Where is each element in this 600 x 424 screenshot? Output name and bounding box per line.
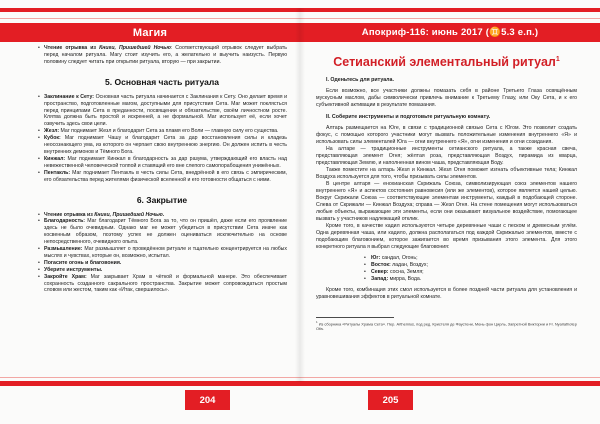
list-item xyxy=(37,274,287,295)
list-item xyxy=(37,94,287,129)
list-item xyxy=(37,260,287,267)
list-item xyxy=(37,218,287,246)
top-red-bar xyxy=(0,8,600,12)
bottom-red-bar xyxy=(0,381,600,386)
bullet-text: Маг поднимает Кинжал в благодарность за дар разума, утверждающий его власть над невежественной человеческой толпой и ставящий его вне слепого самопорабощения унижённых. xyxy=(44,155,287,169)
incense-text: сосна, Земля; xyxy=(388,269,424,275)
footnote-marker: 1 xyxy=(555,55,560,63)
list-item xyxy=(37,170,287,184)
list-item xyxy=(37,212,287,219)
bullet-label: Уберите инструменты. xyxy=(44,266,103,273)
bullet-text: Маг благодарит Тёмного Бога за то, что он пришёл, даже если его проявление здесь не было очевидным. Однако маг не может убедиться в присутствии Сета иначе как косвенным образом, поэтому успех не должен оцениваться исключительно на основе непосредственного, очевидного опыта. xyxy=(44,218,287,246)
list-item xyxy=(364,255,577,262)
list-item xyxy=(37,45,287,66)
bullet-label: Чтение отрывка из xyxy=(44,45,100,51)
page-left xyxy=(0,42,300,377)
paragraph: Если возможно, все участники должны помазать себя в районе Третьего Глаза освящённым мускусным маслом, дабы символически привлечь внимание к Третьему Глазу, или Оку Сета, и к его субъективной активации в результате помазания. xyxy=(316,88,577,108)
bullet-label: Благодарность: xyxy=(44,218,86,225)
bullet-label: Погасите огонь и благовония. xyxy=(44,259,122,266)
bullet-label: Кубок: xyxy=(44,135,61,142)
list-item xyxy=(364,276,577,283)
list-item xyxy=(37,267,287,274)
left-header-title: Магия xyxy=(132,26,168,39)
bullet-label: Жезл: xyxy=(44,128,60,135)
step-heading-2: II. Соберите инструменты и подготовьте ритуальную комнату. xyxy=(326,114,491,120)
footnote-divider xyxy=(316,317,394,318)
bullet-text: . xyxy=(162,211,165,218)
article-title xyxy=(316,55,577,69)
direction-label: Восток: xyxy=(371,262,391,268)
bullet-text: Маг поднимает Пентакль в честь силы Сета, внедрённой в его связь с эмпирическим, его обязательства перед жителями физической вселенной и его готовности общаться с ними. xyxy=(44,169,287,183)
bullet-text: Маг размышляет о проведённом ритуале и тщательно концентрируется на любых мыслях и чувствах, которые он, возможно, испытал. xyxy=(44,246,287,259)
right-header-title: Апокриф-116: июнь 2017 (♊5.3 е.п.) xyxy=(361,27,539,38)
list-item xyxy=(37,246,287,260)
paragraph: Алтарь размещается на Юге, в связи с традиционной связью Сета с Югом. Это позволит создать фокус, с помощью которого участники могут вызвать положительные изменения внутреннего «Я» и использовать силы элементалей Юга — огни внутреннего «Я», огни изменения и огни созидания. xyxy=(316,125,577,145)
bullet-text: Маг поднимает Жезл и благодарит Сета за пламя его Воли — главную силу его существа. xyxy=(59,128,279,135)
bullet-book-title: Книги, Пришедшей Ночью xyxy=(94,211,163,218)
bullet-text: Маг закрывает Храм в чёткой и формальной манере. Это обеспечивает сохранность созданного сакрального пространства. Закрытие может сопровождаться простым словом или жестом, таким как «Итак, свершилось». xyxy=(44,273,287,294)
paragraph: Также поместите на алтарь Жезл и Кинжал. Жезл Огня поможет изгнать объективные тела; Кинжал Воздуха используется для того, чтобы призывать силы элементов. xyxy=(316,167,577,180)
bullet-text: Маг поднимает Чашу и благодарит Сета за дар восстановления силы и кладезь неосознающего ума, из которого он черпает свою внутреннюю энергию. Он должен испить в честь внутренних демонов и Тёмного Бога. xyxy=(44,135,287,155)
direction-label: Север: xyxy=(371,269,389,275)
list-item xyxy=(364,262,577,269)
bullet-label: Пентакль: xyxy=(44,169,71,176)
list-item xyxy=(37,135,287,156)
incense-text: сандал, Огонь; xyxy=(380,255,418,261)
bullet-label: Кинжал: xyxy=(44,155,66,162)
footnote xyxy=(316,320,578,332)
bullet-label: Закройте Храм: xyxy=(44,273,87,280)
bottom-hairline xyxy=(0,377,600,378)
footnote-number: 1 xyxy=(316,320,318,324)
page-number-left: 204 xyxy=(185,390,230,410)
main-part-list xyxy=(37,94,287,184)
right-page-header xyxy=(300,23,600,42)
incense-text: мирра, Вода. xyxy=(388,276,422,282)
header-banner xyxy=(0,23,600,42)
paragraph: Кроме того, в качестве кадил используются четыре деревянные чаши с песком и древесным углём. Одна деревянная чаша, или кадило, должна располагаться под каждой Скрижалью элементов, вместе с подобающим благовонием, которое зажигается во время призывания этого элемента. Для этого конкретного ритуала я выбрал следующие благовония: xyxy=(316,223,577,250)
paragraph: На алтаре — традиционные инструменты сетианского ритуала, а также красная свеча, представляющая элемент Огня; жёлтая роза, представляющая Воздух, пирамида из кварца, представляющая Землю, и наполненная вином чаша, представляющая Воду. xyxy=(316,146,577,166)
bullet-book-title: Книги, Пришедшей Ночью xyxy=(99,45,171,51)
paragraph: Кроме того, комбинация этих смол используется в более поздней части ритуала для установления и уравновешивания эффектов в ритуальной комнате. xyxy=(316,287,577,300)
bullet-text: Основная часть ритуала начинается с Заклинания к Сету. Оно делает время и пространство, подготовленные магом, доступными для присутствия Сета. Маг может поклясться перед принципами Сета в преданности, посвящении и обязательстве, своём личностном росте. Клятва должна быть простой и искренней, а не формальной. Маг использует её, если хочет озвучить здесь свои цели. xyxy=(44,93,288,128)
pages-container xyxy=(0,42,600,377)
bullet-label: Заклинание к Сету: xyxy=(44,93,95,100)
bullet-label: Размышление: xyxy=(44,246,83,253)
direction-label: Запад: xyxy=(371,276,389,282)
closing-list xyxy=(37,212,287,295)
direction-label: Юг: xyxy=(371,255,381,261)
page-number-right: 205 xyxy=(368,390,413,410)
step-heading-1: I. Оденьтесь для ритуала. xyxy=(326,77,394,83)
page-right xyxy=(300,42,600,377)
list-item xyxy=(37,156,287,170)
bullet-label: Чтение отрывка из xyxy=(44,211,95,218)
left-page-header xyxy=(0,23,300,42)
ritual-prep-list xyxy=(37,45,287,66)
incense-list xyxy=(316,255,577,283)
list-item xyxy=(364,269,577,276)
bullet-text: : Соответствующий отрывок следует выбрать перед началом ритуала. Магу стоит изучить его, а желательно и выучить наизусть. Первую половину следует читать при открытии ритуала, вторую — при закрытии. xyxy=(44,45,287,65)
article-title-text: Сетианский элементальный ритуал xyxy=(333,55,556,69)
paragraph: В центре алтаря — енохианская Скрижаль Союза, символизирующая союз элементов нашего внутреннего «Я» и аспектов состояния равновесия (или же элементов), которое является нашей целью. Вокруг Скрижали Союза — соответствующие элементам инструменты, каждый в подобающей стороне. Слева от Скрижали — Кинжал Воздуха; справа — Жезл Огня. На стене помещения могут использоваться любые объекты, выражающие эти элементы, если они оказывают визуальное воздействие, помогающее вызвать у участников надлежащий отклик. xyxy=(316,181,577,222)
top-hairline xyxy=(0,18,600,19)
incense-text: ладан, Воздух; xyxy=(390,262,428,268)
section-heading-main-part: 5. Основная часть ритуала xyxy=(105,76,219,87)
section-heading-closing: 6. Закрытие xyxy=(136,194,188,205)
footnote-text: Из сборника «Ритуалы Храма Сета». Пер. Arthemius, под ред. Кристеля де Фаустени, Мень фон Цирль, Запретной Виктории и Fr. Nyarlathotep Otis. xyxy=(316,321,577,332)
